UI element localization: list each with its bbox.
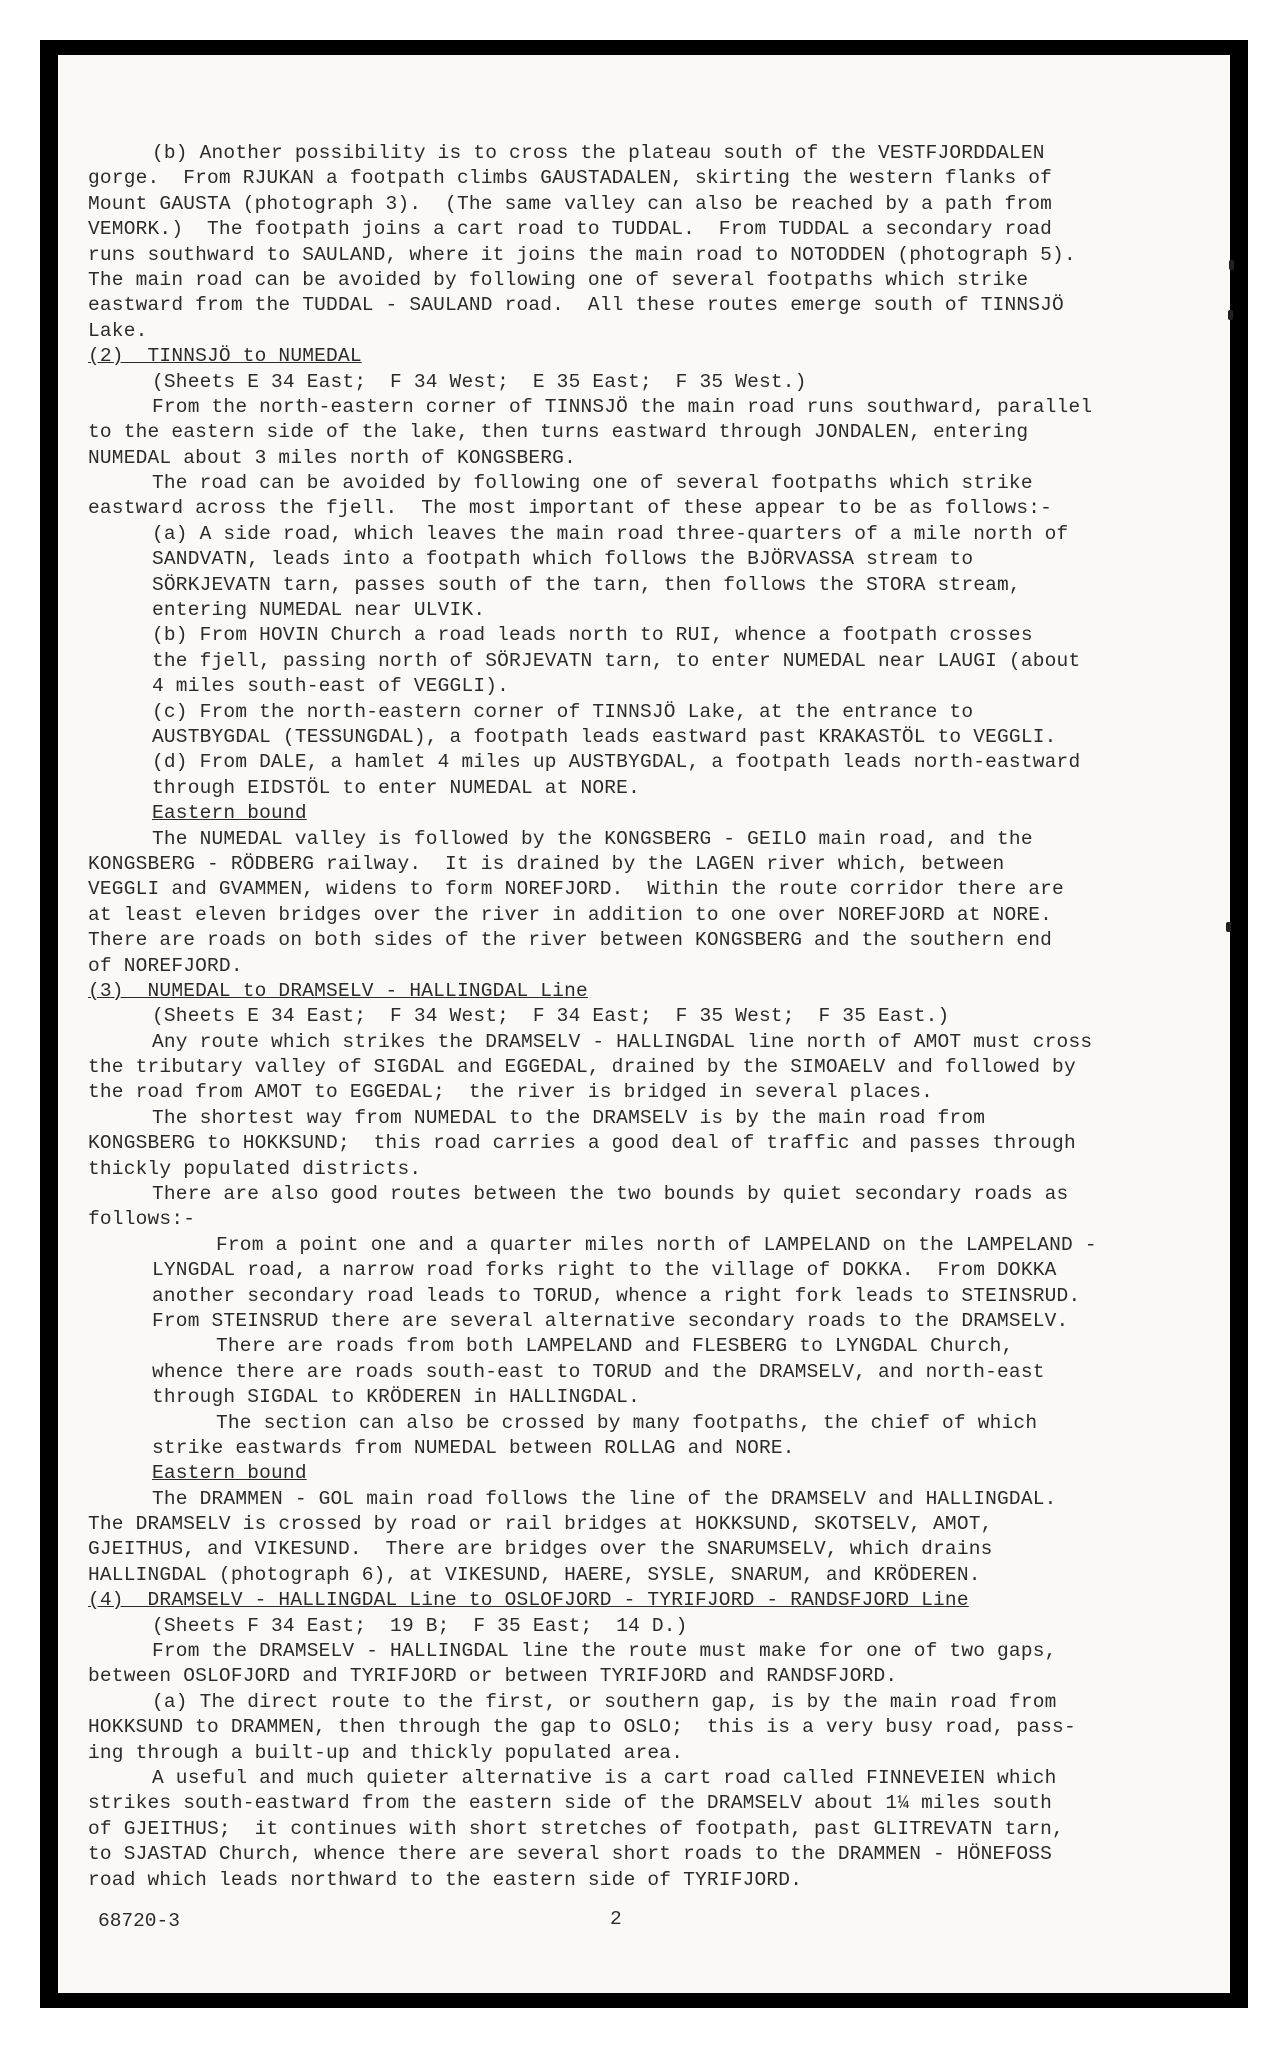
text-line: (a) A side road, which leaves the main road three-quarters of a mile north of bbox=[152, 522, 1069, 545]
section-heading: (2) TINNSJÖ to NUMEDAL bbox=[88, 345, 362, 368]
text-line: entering NUMEDAL near ULVIK. bbox=[152, 599, 486, 622]
text-line: VEMORK.) The footpath joins a cart road to TUDDAL. From TUDDAL a secondary road bbox=[88, 218, 1053, 241]
document-number: 68720-3 bbox=[98, 1910, 180, 1932]
text-line: From the north-eastern corner of TINNSJÖ the main road runs southward, parallel bbox=[152, 395, 1093, 418]
sheet-reference: (Sheets E 34 East; F 34 West; E 35 East; F 35 West.) bbox=[152, 370, 807, 393]
body-text bbox=[88, 141, 1198, 1893]
text-line: AUSTBYGDAL (TESSUNGDAL), a footpath leads eastward past KRAKASTÖL to VEGGLI. bbox=[152, 725, 1057, 748]
section-heading: (3) NUMEDAL to DRAMSELV - HALLINGDAL Line bbox=[88, 979, 588, 1002]
text-line: The DRAMSELV is crossed by road or rail bridges at HOKKSUND, SKOTSELV, AMOT, bbox=[88, 1513, 993, 1536]
text-line: There are also good routes between the two bounds by quiet secondary roads as bbox=[152, 1183, 1069, 1206]
text-line: Any route which strikes the DRAMSELV - HALLINGDAL line north of AMOT must cross bbox=[152, 1030, 1093, 1053]
text-line: to the eastern side of the lake, then turns eastward through JONDALEN, entering bbox=[88, 421, 1029, 444]
punch-mark bbox=[1226, 922, 1231, 932]
text-line: GJEITHUS, and VIKESUND. There are bridges over the SNARUMSELV, which drains bbox=[88, 1538, 993, 1561]
text-line: LYNGDAL road, a narrow road forks right to the village of DOKKA. From DOKKA bbox=[152, 1259, 1057, 1282]
text-line: ing through a built-up and thickly populated area. bbox=[88, 1741, 684, 1764]
text-line: follows:- bbox=[88, 1208, 196, 1231]
text-line: The main road can be avoided by following one of several footpaths which strike bbox=[88, 268, 1029, 291]
text-line: (d) From DALE, a hamlet 4 miles up AUSTBYGDAL, a footpath leads north-eastward bbox=[152, 751, 1081, 774]
text-line: strike eastwards from NUMEDAL between ROLLAG and NORE. bbox=[152, 1436, 795, 1459]
text-line: to SJASTAD Church, whence there are several short roads to the DRAMMEN - HÖNEFOSS bbox=[88, 1843, 1053, 1866]
sheet-reference: (Sheets F 34 East; 19 B; F 35 East; 14 D.) bbox=[152, 1614, 688, 1637]
text-line: From the DRAMSELV - HALLINGDAL line the route must make for one of two gaps, bbox=[152, 1640, 1057, 1663]
text-line: the fjell, passing north of SÖRJEVATN tarn, to enter NUMEDAL near LAUGI (about bbox=[152, 649, 1081, 672]
punch-mark bbox=[1229, 260, 1234, 270]
text-line: Lake. bbox=[88, 319, 148, 342]
text-line: at least eleven bridges over the river in addition to one over NOREFJORD at NORE. bbox=[88, 903, 1053, 926]
text-line: of GJEITHUS; it continues with short stretches of footpath, past GLITREVATN tarn, bbox=[88, 1817, 1064, 1840]
text-line: KONGSBERG - RÖDBERG railway. It is drained by the LAGEN river which, between bbox=[88, 852, 1005, 875]
text-line: strikes south-eastward from the eastern side of the DRAMSELV about 1¼ miles south bbox=[88, 1792, 1053, 1815]
page bbox=[58, 55, 1230, 1993]
text-line: The road can be avoided by following one of several footpaths which strike bbox=[152, 472, 1033, 495]
text-line: gorge. From RJUKAN a footpath climbs GAUSTADALEN, skirting the western flanks of bbox=[88, 167, 1053, 190]
section-heading: (4) DRAMSELV - HALLINGDAL Line to OSLOFJORD - TYRIFJORD - RANDSFJORD Line bbox=[88, 1589, 969, 1612]
punch-mark bbox=[1228, 310, 1233, 320]
text-line: the tributary valley of SIGDAL and EGGEDAL, drained by the SIMOAELV and followed by bbox=[88, 1056, 1076, 1079]
text-line: HALLINGDAL (photograph 6), at VIKESUND, HAERE, SYSLE, SNARUM, and KRÖDEREN. bbox=[88, 1563, 981, 1586]
text-line: runs southward to SAULAND, where it joins the main road to NOTODDEN (photograph 5). bbox=[88, 243, 1076, 266]
subsection-heading: Eastern bound bbox=[152, 802, 307, 825]
text-line: eastward from the TUDDAL - SAULAND road. All these routes emerge south of TINNSJÖ bbox=[88, 294, 1064, 317]
text-line: another secondary road leads to TORUD, whence a right fork leads to STEINSRUD. bbox=[152, 1284, 1081, 1307]
text-line: between OSLOFJORD and TYRIFJORD or between TYRIFJORD and RANDSFJORD. bbox=[88, 1665, 898, 1688]
text-line: The DRAMMEN - GOL main road follows the line of the DRAMSELV and HALLINGDAL. bbox=[152, 1487, 1057, 1510]
text-line: SANDVATN, leads into a footpath which follows the BJÖRVASSA stream to bbox=[152, 548, 974, 571]
text-line: 4 miles south-east of VEGGLI). bbox=[152, 675, 510, 698]
text-line: eastward across the fjell. The most important of these appear to be as follows:- bbox=[88, 497, 1053, 520]
text-line: thickly populated districts. bbox=[88, 1157, 422, 1180]
text-line: HOKKSUND to DRAMMEN, then through the gap to OSLO; this is a very busy road, pass- bbox=[88, 1716, 1076, 1739]
text-line: through SIGDAL to KRÖDEREN in HALLINGDAL. bbox=[152, 1386, 640, 1409]
text-line: through EIDSTÖL to enter NUMEDAL at NORE. bbox=[152, 776, 640, 799]
text-line: There are roads on both sides of the river between KONGSBERG and the southern end bbox=[88, 929, 1053, 952]
text-line: the road from AMOT to EGGEDAL; the river is bridged in several places. bbox=[88, 1081, 934, 1104]
text-line: A useful and much quieter alternative is a cart road called FINNEVEIEN which bbox=[152, 1767, 1057, 1789]
text-line: whence there are roads south-east to TORUD and the DRAMSELV, and north-east bbox=[152, 1360, 1045, 1383]
text-line: VEGGLI and GVAMMEN, widens to form NOREFJORD. Within the route corridor there are bbox=[88, 878, 1064, 901]
text-line: (b) From HOVIN Church a road leads north to RUI, whence a footpath crosses bbox=[152, 624, 1033, 647]
text-line: road which leads northward to the eastern side of TYRIFJORD. bbox=[88, 1868, 803, 1891]
text-line: The NUMEDAL valley is followed by the KONGSBERG - GEILO main road, and the bbox=[152, 827, 1033, 850]
text-line: SÖRKJEVATN tarn, passes south of the tarn, then follows the STORA stream, bbox=[152, 573, 1021, 596]
text-line: NUMEDAL about 3 miles north of KONGSBERG. bbox=[88, 446, 576, 469]
text-line: The section can also be crossed by many footpaths, the chief of which bbox=[216, 1411, 1038, 1434]
text-line: of NOREFJORD. bbox=[88, 954, 243, 977]
text-line: From STEINSRUD there are several alternative secondary roads to the DRAMSELV. bbox=[152, 1309, 1069, 1332]
page-number: 2 bbox=[610, 1908, 622, 1930]
text-line: KONGSBERG to HOKKSUND; this road carries a good deal of traffic and passes through bbox=[88, 1132, 1076, 1155]
text-line: There are roads from both LAMPELAND and FLESBERG to LYNGDAL Church, bbox=[216, 1335, 1014, 1358]
text-line: The shortest way from NUMEDAL to the DRAMSELV is by the main road from bbox=[152, 1106, 986, 1129]
text-line: (b) Another possibility is to cross the plateau south of the VESTFJORDDALEN bbox=[152, 142, 1045, 164]
text-line: (a) The direct route to the first, or southern gap, is by the main road from bbox=[152, 1690, 1057, 1713]
text-line: (c) From the north-eastern corner of TINNSJÖ Lake, at the entrance to bbox=[152, 700, 974, 723]
text-line: Mount GAUSTA (photograph 3). (The same valley can also be reached by a path from bbox=[88, 192, 1053, 215]
text-line: From a point one and a quarter miles north of LAMPELAND on the LAMPELAND - bbox=[216, 1233, 1097, 1256]
subsection-heading: Eastern bound bbox=[152, 1462, 307, 1485]
sheet-reference: (Sheets E 34 East; F 34 West; F 34 East; F 35 West; F 35 East.) bbox=[152, 1005, 950, 1028]
